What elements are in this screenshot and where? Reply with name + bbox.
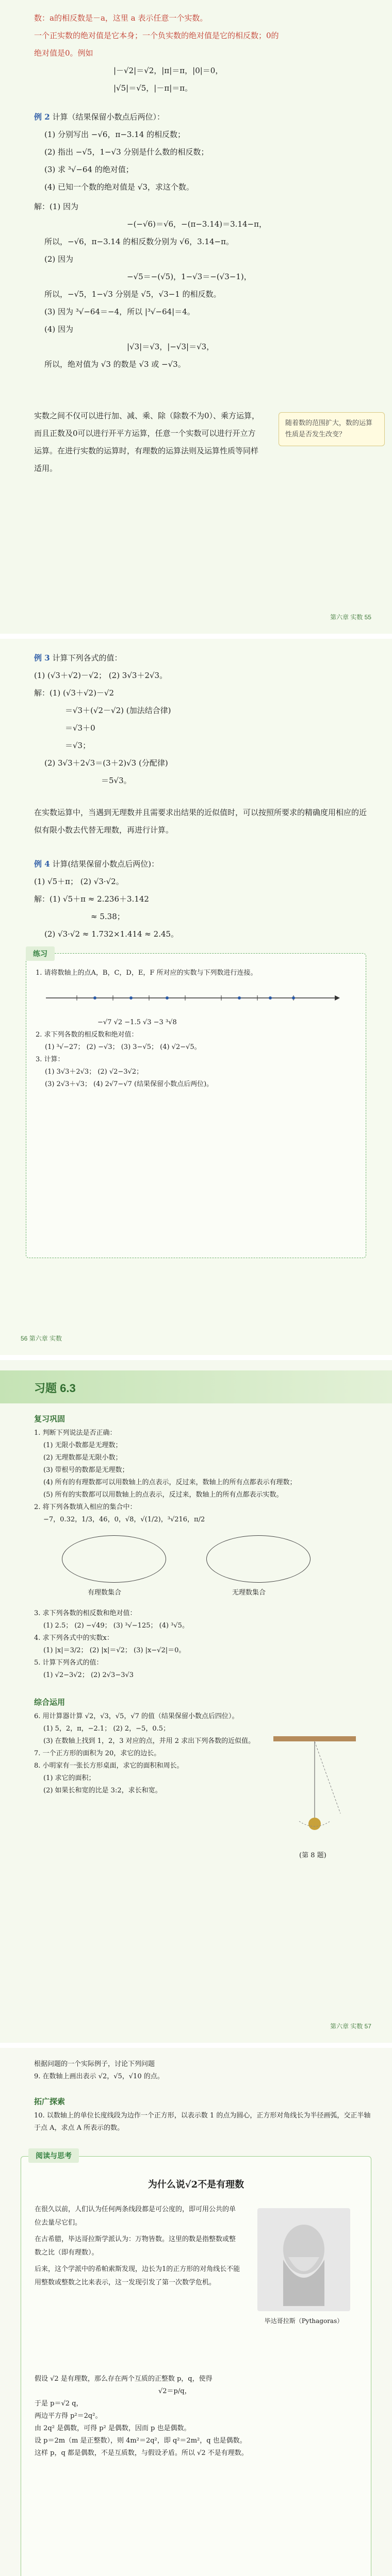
exercise-item: (1) 5，2，π，−2.1； (2) 2，−5，0.5； (43, 1725, 170, 1733)
exercise-title: 习题 6.3 (34, 1382, 76, 1395)
proof-block (35, 2373, 357, 2460)
practice-item: −√7 √2 −1.5 √3 −3 ³√8 (97, 1019, 177, 1026)
calc-line: ≈ 5.38； (91, 912, 125, 921)
exercise-item: (1) √2−3√2； (2) 2√3−3√3 (43, 1671, 134, 1679)
example-part: (4) 已知一个数的绝对值是 √3，求这个数。 (44, 182, 194, 192)
exercise-item: 6. 用计算器计算 √2，√3，√5，√7 的值（结果保留小数点后四位）。 (34, 1713, 239, 1720)
textbook-page-58 (0, 2048, 392, 2576)
reading-title: 为什么说√2不是有理数 (148, 2179, 244, 2190)
thinking-callout (279, 412, 385, 446)
exercise-item: (2) 无理数都是无限小数； (43, 1454, 122, 1462)
solution-line: −√5＝−(√5)，1−√3＝−(√3−1)， (127, 272, 252, 281)
exercise-item: (1) 无限小数都是无理数； (43, 1442, 122, 1449)
math-line: |－√2|＝√2，|π|＝π，|0|＝0， (113, 66, 223, 75)
example-4 (34, 855, 371, 943)
example-part: (2) 指出 −√5，1−√3 分别是什么数的相反数； (44, 147, 209, 157)
calc-line: ＝√3＋0 (65, 723, 95, 733)
expand-section (34, 2094, 371, 2134)
paragraph-text: 在实数运算中，当遇到无理数并且需要求出结果的近似值时，可以按照所要求的精确度用相应的近似有限小数去代替无理数，再进行计算。 (34, 808, 367, 835)
calc-line: 解：(1) (√3＋√2)－√2 (34, 688, 115, 698)
exercise-item: (5) 所有的实数都可以用数轴上的点表示，反过来，数轴上的所有点都表示实数。 (43, 1491, 283, 1499)
practice-item: (1) 3√3＋2√3； (2) √2−3√2； (45, 1068, 143, 1076)
solution-line: (2) 因为 (44, 255, 74, 264)
solution-line: (3) 因为 ³√−64＝−4，所以 |³√−64|＝4。 (44, 307, 195, 316)
proof-line: √2＝p/q， (158, 2387, 191, 2395)
calc-line: ＝√3＋(√2－√2) (加法结合律) (65, 706, 171, 715)
practice-item: (3) 2√3＋√3； (4) 2√7−√7 (结果保留小数点后两位)。 (45, 1080, 214, 1088)
proof-line: 这样 p，q 都是偶数，不是互质数，与假设矛盾。所以 √2 不是有理数。 (35, 2449, 248, 2457)
exercise-item: 1. 判断下列说法是否正确： (34, 1429, 117, 1437)
reading-para: 在古希腊，毕达哥拉斯学派认为：万物皆数。这里的数是指整数或整数之比（即有理数）。 (35, 2235, 236, 2257)
exercise-item: (1) 2.5； (2) −√49； (3) ³√−125； (4) ³√5。 (43, 1622, 189, 1630)
review-section (34, 1412, 371, 1526)
practice-box (26, 950, 366, 1258)
math-line: |√5|＝√5，|－π|＝π。 (113, 83, 193, 93)
exercise-item: (1) 求它的面积； (43, 1774, 95, 1782)
expand-item: 10. 以数轴上的单位长度线段为边作一个正方形，以表示数 1 的点为圆心，正方形对角线长为半径画弧，交正半轴于点 A，求点 A 所表示的数。 (34, 2112, 371, 2132)
portrait-caption: 毕达哥拉斯（Pythagoras） (264, 2317, 344, 2325)
example-text: 计算下列各式的值： (52, 653, 122, 663)
callout-text: 随着数的范围扩大，数的运算性质是否发生改变？ (285, 419, 373, 438)
example-3 (34, 649, 371, 789)
intro-line: 9. 在数轴上画出表示 √2，√5，√10 的点。 (34, 2073, 164, 2080)
solution-block (34, 198, 371, 373)
proof-line: 设 p＝2m（m 是正整数），则 4m²＝2q²，即 q²＝2m²，q 也是偶数。 (35, 2437, 247, 2445)
example-text: 计算（结果保留小数点后两位）： (52, 112, 165, 122)
proof-line: 由 2q² 是偶数，可得 p² 是偶数，因而 p 也是偶数。 (35, 2425, 191, 2432)
example-text: 计算(结果保留小数点后两位)： (52, 859, 159, 869)
oval-label: 无理数集合 (232, 1589, 266, 1597)
definition-block (34, 9, 371, 62)
exercise-item: 7. 一个正方形的面积为 20，求它的边长。 (34, 1750, 161, 1757)
page-number: 第六章 实数 57 (330, 2023, 371, 2030)
calc-line: 解：(1) √5＋π ≈ 2.236＋3.142 (34, 894, 149, 904)
textbook-page-56 (0, 639, 392, 1355)
proof-line: 两边平方得 p²＝2q²。 (35, 2412, 102, 2420)
exercise-item: (4) 所有的有理数都可以用数轴上的点表示，反过来，数轴上的所有点都表示有理数； (43, 1479, 297, 1486)
reading-paragraphs (35, 2203, 242, 2290)
practice-item: (1) ³√−27； (2) −√3； (3) 3−√5； (4) √2−√5。 (45, 1043, 201, 1051)
solution-line: 所以，−√5，1−√3 分别是 √5，√3−1 的相反数。 (44, 290, 221, 299)
exercise-item: 5. 计算下列各式的值： (34, 1659, 103, 1667)
solution-line: −(−√6)＝√6，−(π−3.14)＝3.14−π， (127, 219, 267, 229)
example-part: (1) 分别写出 −√6，π−3.14 的相反数； (44, 130, 186, 139)
comprehensive-title: 综合运用 (34, 1698, 66, 1707)
rational-set-oval (62, 1535, 166, 1583)
exercise-item: (1) |x|＝3/2； (2) |x|＝√2； (3) |x−√2|＝0。 (43, 1647, 186, 1654)
intro-block (34, 2058, 371, 2083)
exercise-item: 4. 求下列各式中的实数x： (34, 1634, 113, 1642)
intro-line: 根据问题的一个实际例子，讨论下列问题 (34, 2060, 155, 2068)
calc-line: (1) √5＋π； (2) √3·√2。 (34, 877, 124, 886)
exercise-item: 2. 将下列各数填入相应的集合中： (34, 1503, 137, 1511)
proof-line: 假设 √2 是有理数，那么存在两个互质的正整数 p，q，使得 (35, 2375, 213, 2383)
pendulum-figure (268, 1731, 361, 1844)
solution-line: 所以，−√6，π−3.14 的相反数分别为 √6，3.14−π。 (44, 237, 234, 246)
example-part: (3) 求 ³√−64 的绝对值； (44, 165, 134, 174)
textbook-page-55 (0, 0, 392, 634)
definition-line: 绝对值是0。例如 (34, 48, 93, 58)
textbook-page-57 (0, 1360, 392, 2043)
practice-item: 3. 计算： (36, 1056, 64, 1063)
exercise-item: −7，0.32，1/3，46，0，√8，√(1/2)，³√216，π/2 (43, 1516, 205, 1523)
exercise-header (0, 1370, 392, 1403)
paragraph (34, 804, 371, 839)
solution-line: |√3|＝√3，|−√3|＝√3， (127, 342, 215, 351)
pythagoras-portrait (257, 2208, 350, 2311)
example-label: 例 2 (34, 112, 50, 122)
example-label: 例 4 (34, 859, 50, 869)
abs-examples (113, 62, 371, 97)
exercise-item: 8. 小明家有一张长方形桌面，求它的面积和周长。 (34, 1762, 184, 1770)
calc-line: (1) (√3＋√2)－√2； (2) 3√3＋2√3。 (34, 671, 168, 680)
calc-line: (2) √3·√2 ≈ 1.732×1.414 ≈ 2.45。 (44, 929, 179, 939)
calc-line: ＝√3； (65, 741, 91, 750)
oval-label: 有理数集合 (88, 1589, 122, 1597)
portrait-image (257, 2208, 350, 2311)
definition-line: 一个正实数的绝对值是它本身；一个负实数的绝对值是它的相反数；0的 (34, 31, 279, 40)
solution-line: 解：(1) 因为 (34, 202, 79, 211)
solution-line: 所以，绝对值为 √3 的数是 √3 或 −√3。 (44, 360, 186, 369)
paragraph (34, 407, 263, 477)
figure-caption: (第 8 题) (299, 1852, 326, 1859)
paragraph-text: 实数之间不仅可以进行加、减、乘、除（除数不为0）、乘方运算，而且正数及0可以进行开平方运算，任意一个实数可以进行开立方运算。在进行实数的运算时，有理数的运算法则及运算性质等同样适用。 (34, 411, 260, 473)
exercise-item: (3) 在数轴上找到 1，2，3 对应的点，并用 2 求出下列各数的近似值。 (43, 1737, 255, 1745)
practice-tag: 练习 (26, 946, 55, 961)
example-2 (34, 108, 371, 196)
exercise-item: (2) 如果长和宽的比是 3:2，求长和宽。 (43, 1787, 162, 1794)
irrational-set-oval (206, 1535, 311, 1583)
reading-para: 后来，这个学派中的希帕索斯发现，边长为1的正方形的对角线长不能用整数或整数之比来表示，这一发现引发了第一次数学危机。 (35, 2265, 240, 2286)
calc-line: (2) 3√3＋2√3＝(3＋2)√3 (分配律) (44, 758, 168, 768)
example-label: 例 3 (34, 653, 50, 663)
calc-line: ＝5√3。 (101, 776, 132, 785)
expand-title: 拓广探索 (34, 2097, 66, 2106)
comprehensive-section (34, 1695, 258, 1797)
practice-item: 1. 请将数轴上的点A，B，C，D，E，F 所对应的实数与下列数进行连接。 (36, 969, 257, 977)
page-number: 56 第六章 实数 (21, 1335, 62, 1342)
practice-item: 2. 求下列各数的相反数和绝对值： (36, 1031, 138, 1039)
exercise-item: 3. 求下列各数的相反数和绝对值： (34, 1609, 137, 1617)
solution-line: (4) 因为 (44, 325, 74, 334)
review-items-2 (34, 1607, 371, 1682)
reading-tag: 阅读与思考 (28, 2148, 79, 2163)
reading-para: 在很久以前，人们认为任何两条线段都是可公度的，即可用公共的单位去量尽它们。 (35, 2206, 236, 2227)
exercise-item: (3) 带根号的数都是无理数； (43, 1466, 129, 1474)
number-line-figure (36, 982, 345, 1013)
page-number: 第六章 实数 55 (330, 614, 371, 621)
proof-line: 于是 p＝√2 q， (35, 2400, 83, 2408)
review-title: 复习巩固 (34, 1415, 66, 1423)
definition-line: 数：a的相反数是－a，这里 a 表示任意一个实数。 (34, 13, 208, 23)
reading-box (21, 2151, 371, 2576)
